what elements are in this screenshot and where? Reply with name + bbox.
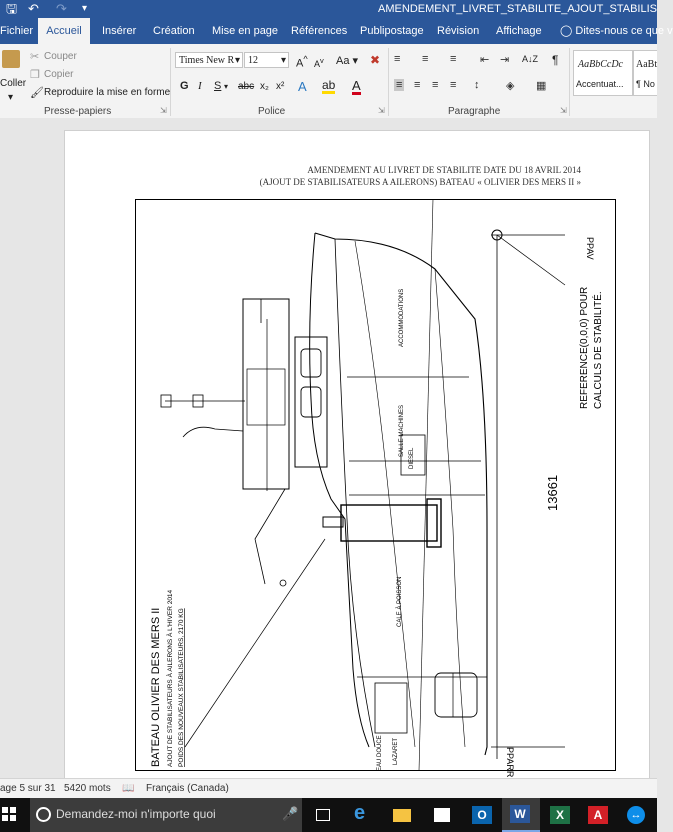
lightbulb-icon: ◯ bbox=[560, 25, 573, 37]
tab-inserer[interactable]: Insérer bbox=[102, 25, 137, 37]
taskbar bbox=[0, 798, 657, 832]
language-indicator[interactable]: Français (Canada) bbox=[146, 783, 229, 794]
style-preview: AaBbCcDc bbox=[578, 59, 623, 70]
sort-button[interactable]: A↓Z bbox=[522, 54, 539, 64]
reference-label-1: REFERENCE(0,0,0) POUR bbox=[579, 286, 590, 409]
drawing-title-1: BATEAU OLIVIER DES MERS II bbox=[150, 607, 162, 767]
pilcrow-button[interactable]: ¶ bbox=[552, 53, 559, 67]
shading-icon[interactable]: ◈ bbox=[506, 80, 515, 92]
excel-icon[interactable]: X bbox=[542, 798, 580, 832]
tab-publipostage[interactable]: Publipostage bbox=[360, 25, 424, 37]
align-right-icon[interactable]: ≡ bbox=[432, 79, 439, 91]
proofing-icon[interactable]: 📖 bbox=[122, 783, 135, 794]
clear-formatting-icon[interactable]: ✖ bbox=[370, 53, 381, 67]
drawing-title-2: AJOUT DE STABILISATEURS À AILERONS À L'HIVER 2014 bbox=[167, 589, 174, 767]
header-line-2: (AJOUT DE STABILISATEURS A AILERONS) BATEAU « OLIVIER DES MERS II » bbox=[259, 177, 581, 187]
bullets-icon[interactable]: ≡ bbox=[394, 53, 401, 65]
paragraph-group-label: Paragraphe bbox=[448, 106, 501, 117]
tab-creation[interactable]: Création bbox=[153, 25, 195, 37]
document-title: AMENDEMENT_LIVRET_STABILITE_AJOUT_STABILIS bbox=[378, 3, 657, 15]
multilevel-list-icon[interactable]: ≡ bbox=[450, 53, 457, 65]
align-center-icon[interactable]: ≡ bbox=[414, 79, 421, 91]
style-normal[interactable] bbox=[633, 50, 657, 96]
highlight-color-icon[interactable]: ab bbox=[322, 78, 336, 92]
cortana-icon bbox=[36, 807, 51, 822]
tab-mise-en-page[interactable]: Mise en page bbox=[212, 25, 279, 37]
word-count[interactable]: 5420 mots bbox=[64, 783, 111, 794]
drawing-frame bbox=[136, 200, 616, 771]
edge-icon[interactable]: e bbox=[354, 802, 366, 824]
style-preview: AaBt bbox=[636, 59, 658, 70]
copy-button[interactable]: Copier bbox=[44, 69, 74, 80]
text-effects-icon[interactable]: A bbox=[298, 79, 307, 94]
numbering-icon[interactable]: ≡ bbox=[422, 53, 429, 65]
salle-machines-label: SALLE MACHINES bbox=[399, 404, 405, 457]
ribbon-tabs bbox=[0, 18, 673, 44]
status-bar bbox=[0, 778, 657, 799]
bold-button[interactable]: G bbox=[180, 80, 189, 92]
acrobat-icon[interactable]: A bbox=[580, 798, 618, 832]
divider bbox=[569, 48, 570, 116]
pparr-label: PPARR bbox=[505, 747, 515, 778]
scissors-icon: ✂ bbox=[30, 51, 40, 63]
undo-icon[interactable]: ↶ bbox=[28, 1, 39, 16]
increase-indent-icon[interactable]: ⇥ bbox=[500, 54, 510, 66]
header-line-1: AMENDEMENT AU LIVRET DE STABILITE DATE DU 18 AVRIL 2014 bbox=[307, 165, 581, 175]
tab-affichage[interactable]: Affichage bbox=[496, 25, 542, 37]
divider bbox=[170, 48, 171, 116]
font-group-label: Police bbox=[258, 106, 286, 117]
reference-label-2: CALCULS DE STABILITÉ. bbox=[593, 291, 604, 409]
windows-start-icon[interactable] bbox=[2, 807, 16, 821]
italic-button[interactable]: I bbox=[198, 80, 202, 92]
shrink-font-label: A bbox=[314, 59, 321, 69]
align-left-icon[interactable]: ≡ bbox=[396, 79, 403, 91]
accommodations-label: ACCOMMODATIONS bbox=[399, 288, 405, 347]
store-icon[interactable] bbox=[424, 798, 462, 832]
style-name: Accentuat... bbox=[576, 79, 624, 89]
superscript-button[interactable]: x² bbox=[276, 81, 285, 92]
clipboard-launcher-icon[interactable]: ⇲ bbox=[160, 106, 167, 115]
ppav-label: PPAV bbox=[585, 237, 595, 260]
font-name-value: Times New R bbox=[179, 55, 235, 66]
justify-icon[interactable]: ≡ bbox=[450, 79, 457, 91]
diesel-label: DIESEL bbox=[409, 447, 415, 469]
style-accentuation[interactable] bbox=[573, 50, 633, 96]
length-dimension: 13661 bbox=[545, 474, 560, 511]
eau-douce-label: EAU DOUCE bbox=[377, 735, 383, 771]
task-view-icon[interactable] bbox=[304, 798, 342, 832]
font-color-icon[interactable]: A bbox=[352, 78, 361, 93]
decrease-indent-icon[interactable]: ⇤ bbox=[480, 54, 490, 66]
search-placeholder: Demandez-moi n'importe quoi bbox=[56, 807, 216, 821]
grow-font-button[interactable]: A^ bbox=[296, 54, 308, 70]
divider bbox=[388, 48, 389, 116]
tab-references[interactable]: Références bbox=[291, 25, 348, 37]
font-size-value: 12 bbox=[248, 55, 258, 66]
document-page[interactable] bbox=[64, 130, 650, 792]
word-icon[interactable]: W bbox=[502, 798, 540, 832]
font-name-field[interactable] bbox=[175, 52, 243, 68]
teamviewer-icon[interactable]: ↔ bbox=[618, 798, 656, 832]
tell-me-text: Dites-nous ce que v bbox=[575, 25, 673, 37]
ribbon bbox=[0, 44, 657, 119]
paste-dropdown-icon[interactable]: ▾ bbox=[8, 92, 14, 103]
chevron-down-icon: ▾ bbox=[234, 55, 240, 66]
shrink-font-button[interactable]: $A^v$ bbox=[314, 56, 324, 69]
tab-fichier[interactable]: Fichier bbox=[0, 25, 34, 37]
underline-button[interactable]: S bbox=[214, 80, 222, 92]
title-bar bbox=[0, 0, 657, 18]
format-painter-button[interactable]: Reproduire la mise en forme bbox=[44, 87, 171, 98]
format-painter-icon: 🖌 bbox=[30, 87, 44, 99]
paragraph-launcher-icon[interactable]: ⇲ bbox=[560, 106, 567, 115]
change-case-button[interactable]: Aa ▾ bbox=[336, 55, 359, 67]
subscript-button[interactable]: x₂ bbox=[260, 81, 269, 92]
clipboard-group-label: Presse-papiers bbox=[44, 106, 112, 117]
drawing-title-3: POIDS DES NOUVEAUX STABILISATEURS, 2170 KG bbox=[178, 608, 185, 767]
strikethrough-button[interactable]: abc bbox=[238, 81, 255, 92]
microphone-icon[interactable]: 🎤 bbox=[282, 806, 299, 821]
line-spacing-icon[interactable]: ↕ bbox=[474, 79, 480, 91]
file-explorer-icon[interactable] bbox=[384, 798, 422, 832]
vessel-drawing[interactable] bbox=[135, 199, 616, 778]
paste-icon[interactable] bbox=[2, 50, 20, 68]
tab-accueil[interactable]: Accueil bbox=[38, 18, 90, 44]
font-size-field[interactable] bbox=[244, 52, 289, 68]
tell-me-box[interactable] bbox=[560, 18, 673, 44]
redo-icon[interactable]: ↷ bbox=[56, 1, 67, 16]
page-count[interactable]: age 5 sur 31 bbox=[0, 783, 56, 794]
save-icon[interactable]: 🖫 bbox=[6, 1, 18, 16]
copy-icon: ❐ bbox=[30, 69, 40, 81]
grow-font-label: A bbox=[296, 57, 304, 70]
underline-dropdown-icon[interactable]: ▾ bbox=[224, 82, 229, 91]
taskbar-search[interactable] bbox=[30, 798, 302, 832]
borders-icon[interactable]: ▦ bbox=[536, 80, 547, 92]
tab-revision[interactable]: Révision bbox=[437, 25, 480, 37]
paste-button[interactable]: Coller bbox=[0, 78, 27, 89]
chevron-down-icon: ▾ bbox=[280, 55, 286, 66]
outlook-icon[interactable]: O bbox=[464, 798, 502, 832]
style-name: ¶ No bbox=[636, 79, 655, 89]
font-launcher-icon[interactable]: ⇲ bbox=[378, 106, 385, 115]
cut-button[interactable]: Couper bbox=[44, 51, 77, 62]
lazaret-label: LAZARET bbox=[393, 737, 399, 765]
cale-label: CALE À POISSON bbox=[397, 576, 403, 627]
customize-qat-icon[interactable]: ▾ bbox=[82, 3, 88, 14]
document-canvas bbox=[0, 118, 657, 778]
change-case-label: Aa bbox=[336, 55, 350, 67]
